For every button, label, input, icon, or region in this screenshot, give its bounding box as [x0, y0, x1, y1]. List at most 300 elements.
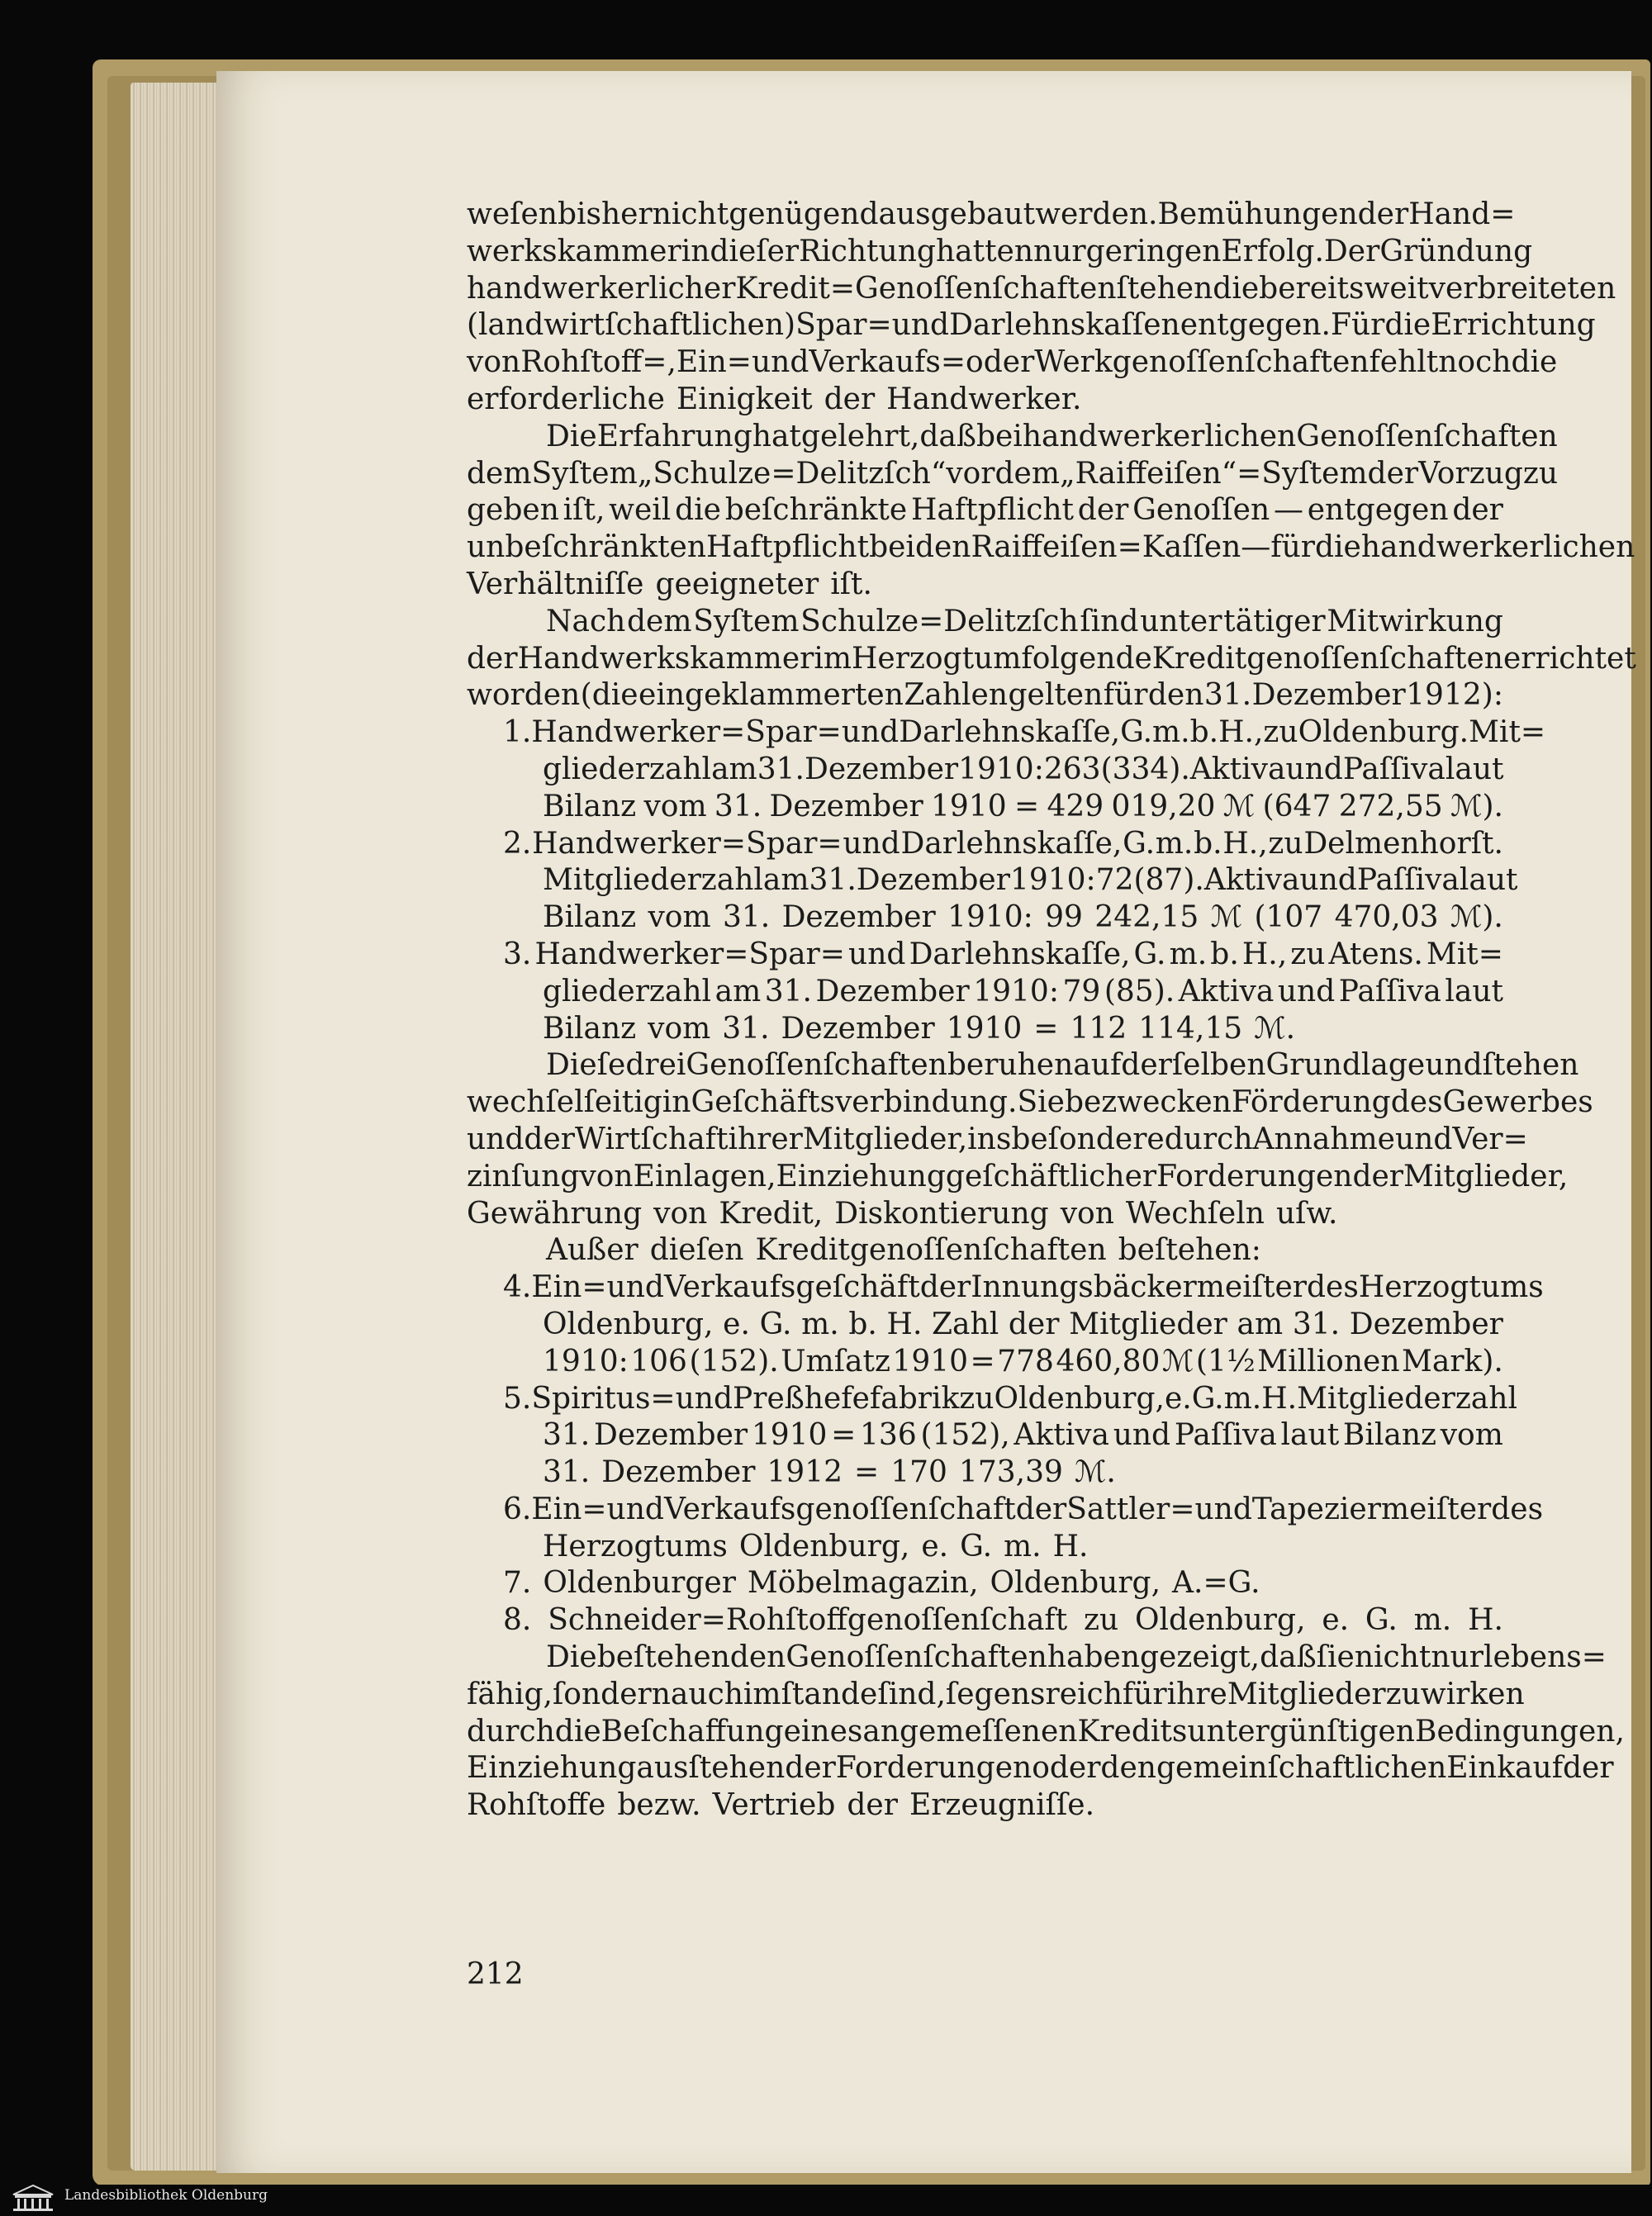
word: Kreditgenoſſenſchaften [1151, 641, 1503, 676]
word: Hand= [1408, 197, 1516, 231]
word: Nach [546, 604, 626, 638]
word: Darlehnskaſſe, [900, 826, 1123, 861]
word: beſtehen: [1118, 1233, 1261, 1268]
word: 470,03 [1334, 900, 1439, 935]
word: und [1277, 974, 1336, 1008]
word: Darlehnskaſſe, [899, 715, 1121, 750]
text-line [467, 382, 1503, 419]
word: 114,15 [1138, 1011, 1243, 1046]
word: Bemühungen [1157, 197, 1358, 231]
word: und [751, 345, 809, 380]
word: hatten [935, 234, 1034, 268]
word: = [831, 1418, 857, 1453]
word: 170 [890, 1455, 947, 1490]
word: Erzeugniſſe. [909, 1788, 1095, 1823]
word: Darlehnskaſſe, [909, 937, 1131, 971]
word: m. [1152, 715, 1190, 750]
word: Ein= [531, 1492, 607, 1526]
word: 136 [860, 1418, 917, 1453]
word: 31. [1203, 678, 1252, 713]
word: ihrer [728, 1122, 803, 1156]
word: vom [648, 1011, 711, 1046]
word: 1910 [751, 1418, 828, 1453]
word: Syſtem [531, 456, 638, 491]
text-line [467, 1714, 1625, 1751]
word: Sie [1017, 1085, 1065, 1120]
word: H. [1468, 1603, 1503, 1638]
word: Dezember [815, 974, 970, 1008]
word: vom [648, 900, 711, 935]
word: Handwerker=Spar= [531, 715, 842, 750]
word: Genoſſen [1132, 493, 1270, 528]
text-line [467, 604, 1503, 641]
word: nicht [652, 197, 729, 231]
word: Ein= [676, 345, 752, 380]
word: die [1511, 345, 1558, 380]
word: Vertrieb [712, 1788, 836, 1823]
word: bereits [1259, 271, 1365, 306]
word: der [824, 382, 876, 416]
word: Dezember [1251, 678, 1406, 713]
word: ℳ. [1254, 1011, 1296, 1046]
word: — [1273, 493, 1303, 528]
word: 019,20 [1111, 789, 1216, 823]
word: weil [609, 493, 672, 528]
word: Herzogtums [543, 1529, 728, 1564]
word: Bilanz [543, 900, 637, 935]
word: geeigneter [655, 567, 819, 601]
word: Ver= [1452, 1122, 1528, 1156]
word: gliederzahl [543, 752, 712, 786]
word: der [1077, 493, 1129, 528]
word: Paſſiva [1356, 863, 1460, 898]
word: lebens= [1483, 1640, 1607, 1675]
word: oder [1032, 1751, 1101, 1786]
word: 31. [543, 1455, 591, 1490]
word: und [891, 308, 950, 343]
word: Erfolg. [1221, 234, 1324, 268]
word: ℳ). [1450, 789, 1503, 823]
word: Mark). [1402, 1344, 1503, 1378]
word: m. [1223, 1381, 1262, 1416]
word: = [1033, 1011, 1059, 1046]
word: des [1491, 1492, 1544, 1526]
word: Schulze=Delitzſch [800, 604, 1079, 638]
word: e. [921, 1529, 949, 1564]
word: entgegen. [1180, 308, 1331, 343]
word: Außer [546, 1233, 638, 1268]
word: ℳ [1161, 1344, 1194, 1378]
word: Diskontierung [834, 1196, 1049, 1231]
word: Herzogtum [852, 641, 1022, 676]
word: die [675, 493, 721, 528]
word: Mitwirkung [1327, 604, 1503, 638]
word: eines [783, 1714, 863, 1749]
word: Raiffeiſen=Kaſſen [971, 530, 1241, 565]
word: 272,55 [1338, 789, 1443, 823]
word: H., [1222, 826, 1268, 861]
text-line [467, 456, 1559, 493]
word: wechſelſeitig [467, 1085, 662, 1120]
word: H. [886, 1307, 923, 1341]
word: des [1307, 1270, 1359, 1305]
word: der [1367, 456, 1419, 491]
word: Mitglieder [1227, 1677, 1386, 1711]
word: Dezember [601, 1455, 756, 1490]
word: Einziehung [776, 1159, 946, 1193]
word: Sattler= [1066, 1492, 1195, 1526]
word: Mitglieder, [802, 1122, 968, 1156]
word: auch [670, 1677, 743, 1711]
text-line [467, 1084, 1593, 1122]
word: der [524, 1122, 575, 1156]
word: Oldenburg, [738, 1529, 910, 1564]
word: 31. [1292, 1307, 1341, 1341]
text-line [467, 234, 1533, 271]
word: 778 [997, 1344, 1054, 1378]
word: Wirtſchaft [574, 1122, 729, 1156]
word: insbeſondere [967, 1122, 1165, 1156]
word: Für [1330, 308, 1385, 343]
text-line [467, 752, 1503, 789]
word: den [914, 530, 971, 565]
word: Einkauf [1446, 1751, 1564, 1786]
word: Herzogtums [1358, 1270, 1544, 1305]
word: am [1237, 1307, 1284, 1341]
word: durch [467, 1714, 555, 1749]
word: Mitgliederzahl [543, 863, 763, 898]
text-line [467, 677, 1503, 714]
word: ℳ [1210, 900, 1243, 935]
text-line [467, 1602, 1503, 1639]
text-line [467, 1565, 1503, 1602]
word: Werkgenoſſenſchaften [1034, 345, 1370, 380]
word: Beſchaffung [601, 1714, 784, 1749]
word: ſind, [877, 1677, 946, 1711]
page-number: 212 [467, 1957, 524, 1991]
word: H., [1218, 715, 1264, 750]
word: Millionen [1257, 1344, 1400, 1378]
word: Aktiva [1189, 752, 1286, 786]
word: uſw. [1275, 1196, 1338, 1231]
word: Bilanz [543, 789, 637, 823]
word: Oldenburg, [543, 1307, 714, 1341]
text-line [467, 567, 1503, 604]
word: vor [946, 456, 995, 491]
word: entgegen [1307, 493, 1449, 528]
word: 31. [809, 863, 857, 898]
word: Grundlage [1265, 1048, 1426, 1083]
word: G. [759, 1307, 792, 1341]
word: tätiger [1223, 604, 1326, 638]
word: Annahme [1252, 1122, 1395, 1156]
word: ſegensreich [945, 1677, 1123, 1711]
word: 31. [543, 1418, 591, 1453]
word: Darlehnskaſſen [949, 308, 1180, 343]
word: zinſung [467, 1159, 580, 1193]
word: iſt. [830, 567, 872, 601]
word: b. [1210, 937, 1239, 971]
word: 242,15 [1094, 900, 1199, 935]
text-line [467, 789, 1503, 826]
word: Gründung [1379, 234, 1533, 268]
library-building-icon [10, 2183, 56, 2213]
word: e. [1322, 1603, 1350, 1638]
word: (1½ [1195, 1344, 1256, 1378]
word: Paſſiva [1338, 974, 1441, 1008]
word: Zahlen [904, 678, 1009, 713]
word: ſondern [552, 1677, 671, 1711]
word: 4. [503, 1270, 532, 1305]
word: Handwerker. [886, 382, 1082, 416]
word: die [1384, 308, 1431, 343]
word: oder [966, 345, 1035, 380]
word: und [1425, 1048, 1483, 1083]
word: 5. [503, 1381, 532, 1416]
word: Mit= [1469, 715, 1546, 750]
word: geſchäftlicher [945, 1159, 1157, 1193]
word: Dezember [769, 789, 923, 823]
word: in [662, 1085, 691, 1120]
word: errichtet [1503, 641, 1636, 676]
word: Paſſiva [1174, 1418, 1277, 1453]
word: geringen [1085, 234, 1222, 268]
word: die [1213, 271, 1260, 306]
text-line [467, 1417, 1503, 1454]
word: Aktiva [1203, 863, 1300, 898]
word: Der [1323, 234, 1380, 268]
word: Delmenhorſt. [1303, 826, 1503, 861]
word: 1910 [892, 1344, 969, 1378]
word: gemeinſchaftlichen [1156, 1751, 1447, 1786]
word: G. [1365, 1603, 1398, 1638]
word: von [579, 1159, 634, 1193]
text-line [467, 1677, 1525, 1714]
word: e. [723, 1307, 750, 1341]
word: ausſtehender [636, 1751, 836, 1786]
word: ℳ. [1074, 1455, 1116, 1490]
word: Errichtung [1431, 308, 1596, 343]
word: günſtigen [1269, 1714, 1415, 1749]
word: Genoſſenſchaften [686, 1048, 947, 1083]
word: G. [1123, 826, 1156, 861]
word: Preßhefefabrik [733, 1381, 960, 1416]
word: b. [848, 1307, 877, 1341]
word: Spiritus= [531, 1381, 676, 1416]
word: Die [546, 1640, 597, 1675]
word: Oldenburg, [1135, 1603, 1306, 1638]
word: Bedingungen, [1414, 1714, 1625, 1749]
word: 7. [503, 1566, 532, 1601]
word: derſelben [1121, 1048, 1266, 1083]
text-line [467, 862, 1518, 899]
word: H., [1241, 937, 1288, 971]
text-line [467, 826, 1503, 863]
text-line [467, 1639, 1607, 1677]
word: G. [1191, 1381, 1224, 1416]
word: wirken [1420, 1677, 1525, 1711]
word: imſtande [743, 1677, 878, 1711]
word: geben [467, 493, 559, 528]
word: b. [1189, 715, 1219, 750]
word: Mitglieder, [1403, 1159, 1569, 1193]
footer-library-name: Landesbibliothek Oldenburg [64, 2187, 268, 2204]
word: 2. [503, 826, 532, 861]
word: unbeſchränkten [467, 530, 707, 565]
word: Forderungen [1156, 1159, 1353, 1193]
word: Forderungen [835, 1751, 1032, 1786]
word: gliederzahl [543, 974, 712, 1008]
word: Mitglieder [1069, 1307, 1227, 1341]
word: auf [1073, 1048, 1122, 1083]
word: 112 [1070, 1011, 1127, 1046]
text-line [467, 1047, 1579, 1084]
word: Atens. [1328, 937, 1423, 971]
word: H. [1052, 1529, 1089, 1564]
word: handwerkerlicher [467, 271, 736, 306]
text-line [467, 197, 1516, 234]
word: m. [1413, 1603, 1452, 1638]
word: Schneider=Rohſtoffgenoſſenſchaft [548, 1603, 1068, 1638]
word: 1. [503, 715, 532, 750]
word: Verhältniſſe [467, 567, 644, 601]
word: laut [1459, 863, 1518, 898]
word: und [1194, 1492, 1252, 1526]
word: (85). [1104, 974, 1175, 1008]
word: unter [1140, 604, 1222, 638]
word: Tapeziermeiſter [1251, 1492, 1492, 1526]
word: Dezember [781, 1011, 935, 1046]
text-line [467, 1011, 1503, 1048]
word: von [467, 345, 521, 380]
text-line [467, 899, 1503, 937]
text-line [467, 1307, 1503, 1344]
word: Haftpflicht [706, 530, 870, 565]
text-line [467, 271, 1616, 308]
word: des [1390, 1085, 1443, 1120]
word: 1910: [958, 752, 1044, 786]
word: (334). [1100, 752, 1190, 786]
word: gelten [1008, 678, 1104, 713]
word: und [848, 937, 906, 971]
word: „Schulze=Delitzſch“ [637, 456, 947, 491]
text-line [467, 937, 1503, 974]
word: laut [1280, 1418, 1340, 1453]
text-line [467, 344, 1558, 382]
word: ſtehen [1116, 271, 1213, 306]
word: dem [995, 456, 1060, 491]
text-line [467, 1344, 1503, 1381]
word: = [854, 1455, 880, 1490]
word: (107 [1254, 900, 1323, 935]
word: Innungsbäckermeiſter [971, 1270, 1307, 1305]
word: Geſchäftsverbindung. [691, 1085, 1018, 1120]
word: drei [625, 1048, 686, 1083]
word: genügend [729, 197, 879, 231]
word: handwerkerlichen [1360, 530, 1635, 565]
word: 1910: [947, 900, 1033, 935]
word: ℳ [1222, 789, 1256, 823]
word: und [841, 715, 900, 750]
word: noch [1438, 345, 1512, 380]
word: 1910 [946, 1011, 1023, 1046]
word: der [919, 1270, 971, 1305]
word: werkskammer [467, 234, 681, 268]
word: zu [1268, 826, 1303, 861]
word: ℳ). [1450, 900, 1503, 935]
word: Handwerkskammer [517, 641, 814, 676]
word: (landwirtſchaftlichen) [467, 308, 796, 343]
word: laut [1445, 752, 1504, 786]
word: ſtehen [1482, 1048, 1579, 1083]
word: und [1395, 1122, 1453, 1156]
word: Mit= [1426, 937, 1503, 971]
word: Verkaufsgeſchäft [663, 1270, 920, 1305]
word: iſt, [563, 493, 605, 528]
word: der [467, 641, 518, 676]
text-line [467, 1381, 1517, 1418]
word: und [606, 1270, 664, 1305]
word: dieſer [710, 234, 800, 268]
word: 3. [503, 937, 532, 971]
word: am [711, 752, 757, 786]
word: G. [1120, 715, 1153, 750]
word: Oldenburg, [990, 1566, 1161, 1601]
word: Zahl [932, 1307, 999, 1341]
word: (die [580, 678, 638, 713]
word: A.=G. [1172, 1566, 1260, 1601]
word: 173,39 [958, 1455, 1063, 1490]
text-line [467, 1196, 1503, 1233]
word: Ein= [531, 1270, 607, 1305]
word: von [653, 1196, 708, 1231]
word: Erfahrung [596, 419, 752, 453]
word: gelehrt, [800, 419, 920, 453]
word: zu [1385, 1677, 1421, 1711]
word: Aktiva [1014, 1418, 1109, 1453]
word: vom [643, 789, 707, 823]
word: unter [1187, 1714, 1270, 1749]
word: 72 [1095, 863, 1134, 898]
word: Handwerker=Spar= [532, 826, 843, 861]
word: fähig, [467, 1677, 553, 1711]
word: Dezember [856, 863, 1010, 898]
word: am [714, 974, 762, 1008]
word: am [762, 863, 809, 898]
word: der [1452, 493, 1503, 528]
word: Dezember [593, 1418, 748, 1453]
word: vom [1440, 1418, 1503, 1453]
word: der [847, 1788, 898, 1823]
text-line [467, 419, 1558, 456]
word: bisher [557, 197, 653, 231]
word: Aktiva [1178, 974, 1275, 1008]
word: = [1014, 789, 1040, 823]
word: nicht [1354, 1640, 1431, 1675]
word: Wechſeln [1125, 1196, 1265, 1231]
word: (152), [920, 1418, 1010, 1453]
word: und [467, 1122, 525, 1156]
word: Mitgliederzahl [1297, 1381, 1517, 1416]
word: bezwecken [1064, 1085, 1232, 1120]
word: „Raiffeiſen“=Syſtem [1059, 456, 1368, 491]
word: bei [976, 419, 1023, 453]
word: laut [1445, 974, 1503, 1008]
word: (647 [1262, 789, 1332, 823]
word: 31. [722, 900, 771, 935]
word: (87). [1133, 863, 1204, 898]
word: m. [1004, 1529, 1042, 1564]
